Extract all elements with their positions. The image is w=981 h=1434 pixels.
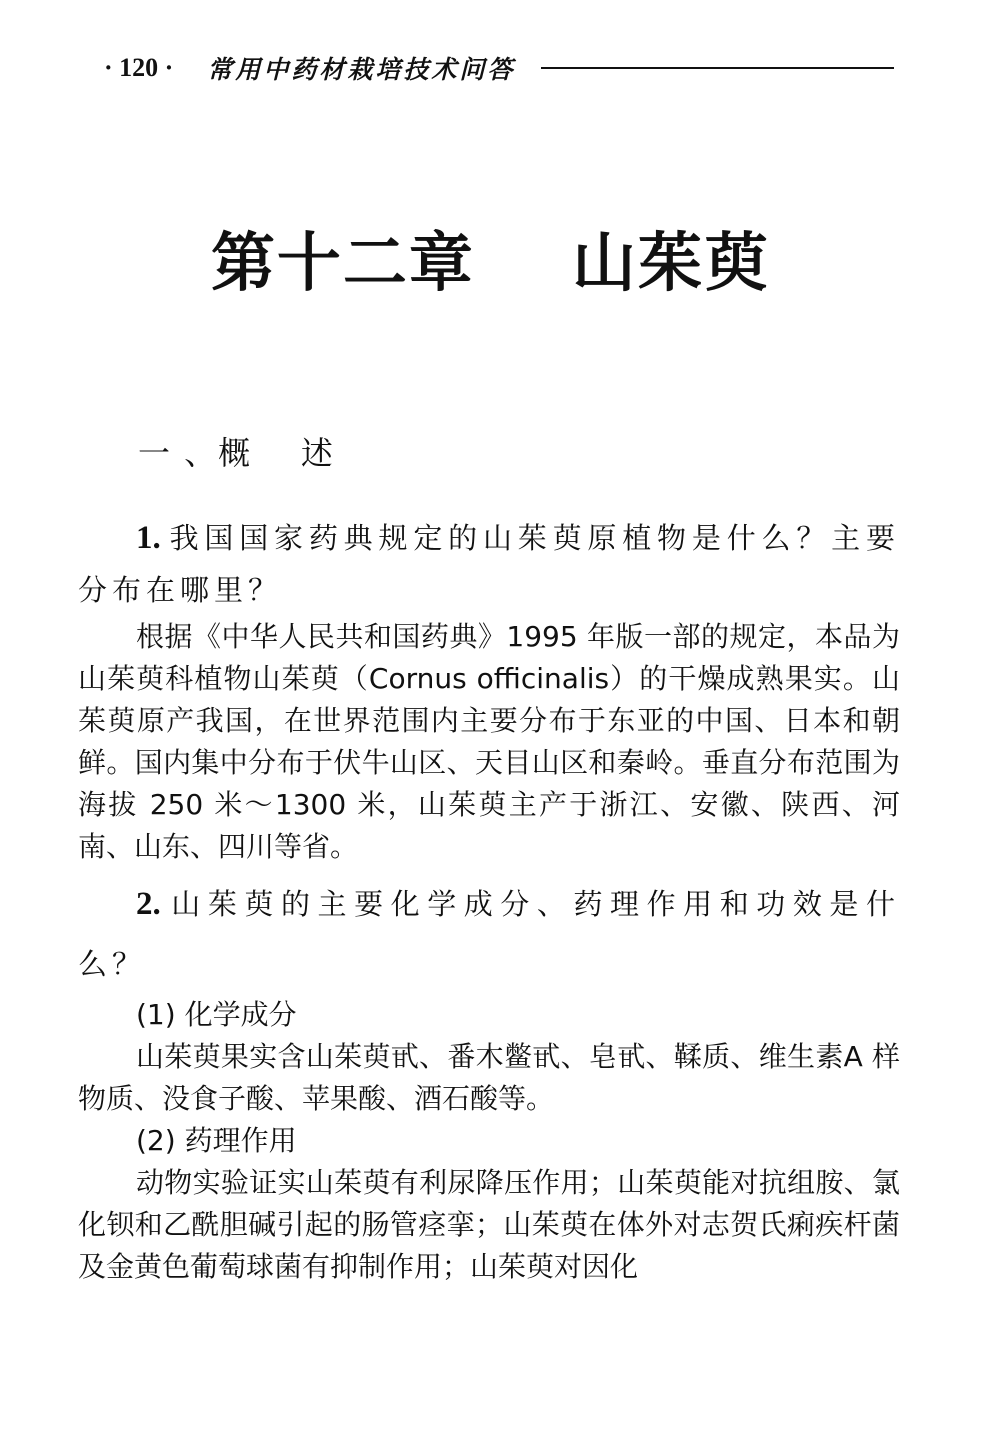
question-number: 1.	[136, 520, 161, 556]
subsection-body: 动物实验证实山茱萸有利尿降压作用；山茱萸能对抗组胺、氯化钡和乙酰胆碱引起的肠管痉挛；山茱萸在体外对志贺氏痢疾杆菌及金黄色葡萄球菌有抑制作用；山茱萸对因化	[78, 1166, 900, 1283]
book-title: 常用中药材栽培技术问答	[207, 55, 516, 84]
page-body	[78, 512, 900, 1288]
chapter-title: 第十二章 山茱萸	[210, 226, 771, 301]
running-header	[104, 48, 894, 88]
answer-paragraph: 根据《中华人民共和国药典》1995 年版一部的规定，本品为山茱萸科植物山茱萸（Cornus officinalis）的干燥成熟果实。山茱萸原产我国，在世界范围内主要分布于东亚的中国、日本和朝鲜。国内集中分布于伏牛山区、天目山区和秦岭。垂直分布范围为海拔 250 米～1300 米，山茱萸主产于浙江、安徽、陕西、河南、山东、四川等省。	[78, 620, 900, 863]
question-2	[78, 874, 900, 994]
subsection-heading: (2) 药理作用	[136, 1124, 297, 1157]
question-number: 2.	[136, 886, 161, 922]
header-rule	[541, 67, 894, 69]
question-text: 我国国家药典规定的山茱萸原植物是什么？主要分布在哪里？	[78, 521, 900, 607]
question-text: 山茱萸的主要化学成分、药理作用和功效是什么？	[78, 887, 900, 981]
subsection-body: 山茱萸果实含山茱萸甙、番木鳖甙、皂甙、鞣质、维生素A 样物质、没食子酸、苹果酸、酒石酸等。	[78, 1040, 900, 1115]
page-number: · 120 ·	[104, 53, 174, 82]
subsection-heading: (1) 化学成分	[136, 998, 297, 1031]
question-1	[78, 512, 900, 616]
section-title: 一 、概 述	[138, 434, 335, 472]
